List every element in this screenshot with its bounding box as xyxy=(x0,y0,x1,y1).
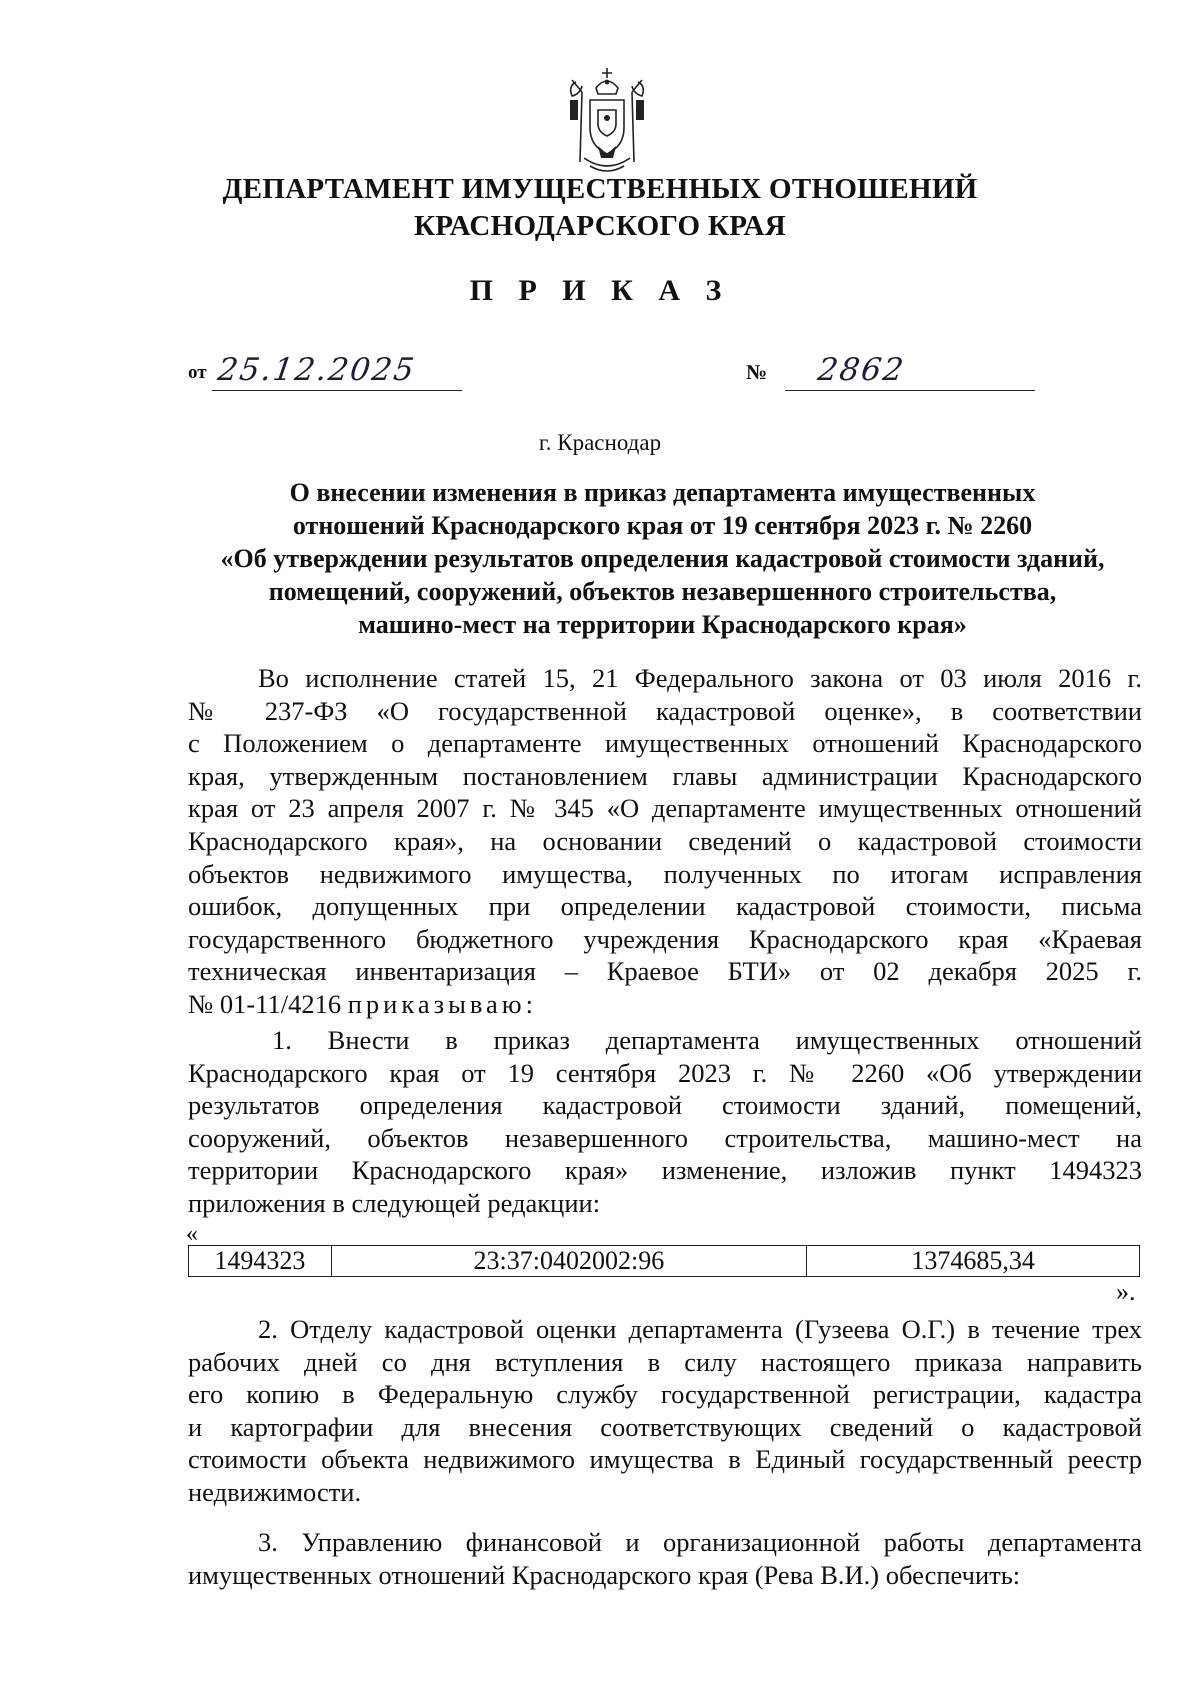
number-prefix: № xyxy=(746,360,768,384)
date-prefix: от xyxy=(188,362,207,383)
text-line: приложения в следующей редакции: xyxy=(188,1187,601,1218)
table-row xyxy=(189,1246,1140,1277)
text-line: объектов недвижимого имущества, полученных по итогам исправления xyxy=(188,858,1142,889)
preamble-paragraph xyxy=(188,662,1142,1021)
text-line: ошибок, допущенных при определении кадастровой стоимости, письма xyxy=(188,891,1142,922)
letter-number: № 01-11/4216 xyxy=(188,988,348,1019)
closing-quote: ». xyxy=(1116,1277,1136,1306)
text-line: имущественных отношений Краснодарского края (Рева В.И.) обеспечить: xyxy=(188,1559,1021,1590)
text-line: края от 23 апреля 2007 г. № 345 «О департаменте имущественных отношений xyxy=(188,793,1142,824)
document-type-title: П Р И К А З xyxy=(469,274,731,307)
heading-line: машино-мест на территории Краснодарского края» xyxy=(358,610,967,639)
text-line: Краснодарского края от 19 сентября 2023 г. № 2260 «Об утверждении xyxy=(188,1057,1142,1088)
text-line: 3. Управлению финансовой и организационной работы департамента xyxy=(258,1527,1142,1557)
department-name-line1: ДЕПАРТАМЕНТ ИМУЩЕСТВЕННЫХ ОТНОШЕНИЙ xyxy=(222,173,978,205)
heading-line: «Об утверждении результатов определения кадастровой стоимости зданий, xyxy=(220,544,1105,573)
text-line: недвижимости. xyxy=(188,1476,362,1507)
text-line: края, утвержденным постановлением главы администрации Краснодарского xyxy=(188,760,1142,791)
table-cell-cadastral-value: 1374685,34 xyxy=(807,1246,1140,1277)
text-line: Во исполнение статей 15, 21 Федерального закона от 03 июля 2016 г. xyxy=(258,663,1142,693)
text-line: его копию в Федеральную службу государственной регистрации, кадастра xyxy=(188,1379,1142,1410)
table-cell-item-number: 1494323 xyxy=(189,1246,332,1277)
item-2-paragraph xyxy=(188,1313,1142,1509)
coat-of-arms-emblem xyxy=(560,62,654,180)
table-cell-cadastral-number: 23:37:0402002:96 xyxy=(331,1246,807,1277)
text-line: № 237-ФЗ «О государственной кадастровой оценке», в соответствии xyxy=(188,695,1142,726)
department-name-line2: КРАСНОДАРСКОГО КРАЯ xyxy=(413,210,787,242)
text-line: результатов определения кадастровой стоимости зданий, помещений, xyxy=(188,1090,1142,1121)
text-line: и картографии для внесения соответствующих сведений о кадастровой xyxy=(188,1411,1142,1442)
text-line xyxy=(188,988,1142,1021)
order-verb: приказываю: xyxy=(347,988,537,1019)
item-1-paragraph xyxy=(188,1024,1142,1220)
text-line: государственного бюджетного учреждения Краснодарского края «Краевая xyxy=(188,923,1142,954)
amendment-table xyxy=(188,1245,1140,1277)
text-line: стоимости объекта недвижимого имущества в Единый государственный реестр xyxy=(188,1444,1142,1475)
city-line: г. Краснодар xyxy=(538,430,662,455)
heading-line: О внесении изменения в приказ департамента имущественных xyxy=(289,478,1036,507)
text-line: территории Краснодарского края» изменение, изложив пункт 1494323 xyxy=(188,1155,1142,1186)
number-underline xyxy=(785,390,1035,391)
item-3-paragraph xyxy=(188,1526,1142,1591)
text-line: техническая инвентаризация – Краевое БТИ» от 02 декабря 2025 г. xyxy=(188,956,1142,987)
text-line: 2. Отделу кадастровой оценки департамента (Гузеева О.Г.) в течение трех xyxy=(258,1314,1142,1344)
text-line: 1. Внести в приказ департамента имущественных отношений xyxy=(272,1025,1142,1055)
text-line: рабочих дней со дня вступления в силу настоящего приказа направить xyxy=(188,1346,1142,1377)
heading-line: отношений Краснодарского края от 19 сентября 2023 г. № 2260 xyxy=(292,511,1033,540)
text-line: Краснодарского края», на основании сведений о кадастровой стоимости xyxy=(188,825,1142,856)
text-line: сооружений, объектов незавершенного строительства, машино-мест на xyxy=(188,1122,1142,1153)
handwritten-number: 2862 xyxy=(815,352,908,388)
order-heading xyxy=(185,476,1140,641)
handwritten-date: 25.12.2025 xyxy=(215,352,419,388)
date-underline xyxy=(212,390,462,391)
heading-line: помещений, сооружений, объектов незавершенного строительства, xyxy=(268,577,1057,606)
text-line: с Положением о департаменте имущественных отношений Краснодарского xyxy=(188,728,1142,759)
opening-quote: « xyxy=(186,1221,198,1247)
